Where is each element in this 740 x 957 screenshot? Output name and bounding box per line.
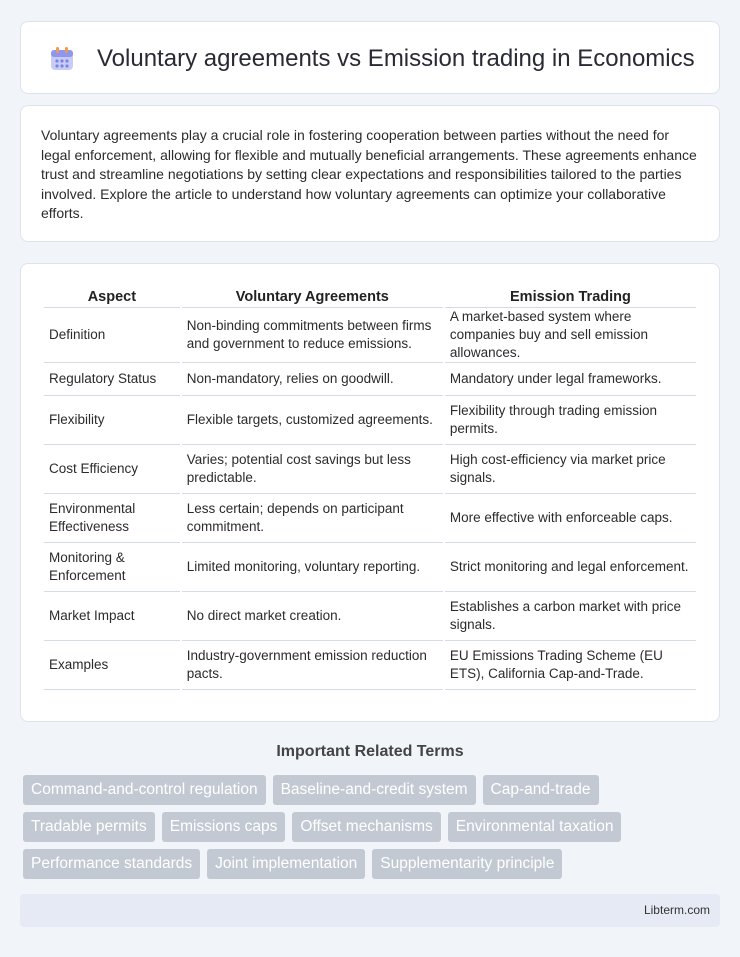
row-aspect: Flexibility (44, 396, 180, 445)
comparison-table (42, 288, 698, 690)
row-emission: A market-based system where companies buy and sell emission allowances. (445, 308, 696, 363)
row-voluntary: Less certain; depends on participant commitment. (182, 494, 443, 543)
table-row (44, 592, 696, 641)
row-voluntary: Industry-government emission reduction pacts. (182, 641, 443, 690)
header-voluntary-agreements: Voluntary Agreements (182, 288, 443, 308)
table-row (44, 641, 696, 690)
related-terms-heading: Important Related Terms (276, 743, 464, 760)
footer (20, 894, 720, 927)
row-emission: Establishes a carbon market with price signals. (445, 592, 696, 641)
table-row (44, 396, 696, 445)
row-aspect: Cost Efficiency (44, 445, 180, 494)
table-row (44, 363, 696, 396)
tag-cap-and-trade[interactable]: Cap-and-trade (483, 775, 599, 805)
header-card (20, 21, 720, 94)
row-aspect: Market Impact (44, 592, 180, 641)
table-header-row (44, 288, 696, 308)
tag-command-and-control-regulation[interactable]: Command-and-control regulation (23, 775, 266, 805)
tag-performance-standards[interactable]: Performance standards (23, 849, 200, 879)
header-emission-trading: Emission Trading (445, 288, 696, 308)
page-title: Voluntary agreements vs Emission trading in Economics (97, 44, 695, 72)
tag-baseline-and-credit-system[interactable]: Baseline-and-credit system (273, 775, 476, 805)
tag-joint-implementation[interactable]: Joint implementation (207, 849, 365, 879)
calendar-icon (49, 46, 75, 72)
table-row (44, 445, 696, 494)
row-emission: Mandatory under legal frameworks. (445, 363, 696, 396)
table-row (44, 494, 696, 543)
row-aspect: Definition (44, 308, 180, 363)
row-voluntary: No direct market creation. (182, 592, 443, 641)
table-row (44, 543, 696, 592)
tag-row (23, 849, 723, 879)
row-voluntary: Varies; potential cost savings but less predictable. (182, 445, 443, 494)
row-aspect: Examples (44, 641, 180, 690)
tag-supplementarity-principle[interactable]: Supplementarity principle (372, 849, 562, 879)
table-row (44, 308, 696, 363)
row-aspect: Environmental Effectiveness (44, 494, 180, 543)
row-voluntary: Limited monitoring, voluntary reporting. (182, 543, 443, 592)
row-emission: Flexibility through trading emission permits. (445, 396, 696, 445)
intro-text: Voluntary agreements play a crucial role in fostering cooperation between parties without the need for legal enforcement, allowing for flexible and mutually beneficial arrangements. These agreements enhance trust and streamline negotiations by setting clear expectations and responsibilities tailored to the parties involved. Explore the article to understand how voluntary agreements can optimize your collaborative efforts. (41, 127, 697, 221)
footer-site-link[interactable]: Libterm.com (643, 903, 710, 917)
tag-offset-mechanisms[interactable]: Offset mechanisms (292, 812, 440, 842)
tag-tradable-permits[interactable]: Tradable permits (23, 812, 155, 842)
tag-environmental-taxation[interactable]: Environmental taxation (448, 812, 622, 842)
header-aspect: Aspect (44, 288, 180, 308)
row-voluntary: Non-mandatory, relies on goodwill. (182, 363, 443, 396)
row-emission: EU Emissions Trading Scheme (EU ETS), California Cap-and-Trade. (445, 641, 696, 690)
row-voluntary: Non-binding commitments between firms and government to reduce emissions. (182, 308, 443, 363)
row-emission: More effective with enforceable caps. (445, 494, 696, 543)
row-voluntary: Flexible targets, customized agreements. (182, 396, 443, 445)
related-terms (23, 775, 723, 886)
title-wrap (49, 22, 695, 95)
tag-row (23, 812, 723, 842)
table-card (20, 263, 720, 722)
row-aspect: Regulatory Status (44, 363, 180, 396)
tag-emissions-caps[interactable]: Emissions caps (162, 812, 286, 842)
row-emission: Strict monitoring and legal enforcement. (445, 543, 696, 592)
row-emission: High cost-efficiency via market price signals. (445, 445, 696, 494)
row-aspect: Monitoring & Enforcement (44, 543, 180, 592)
tag-row (23, 775, 723, 805)
intro-card (20, 105, 720, 242)
